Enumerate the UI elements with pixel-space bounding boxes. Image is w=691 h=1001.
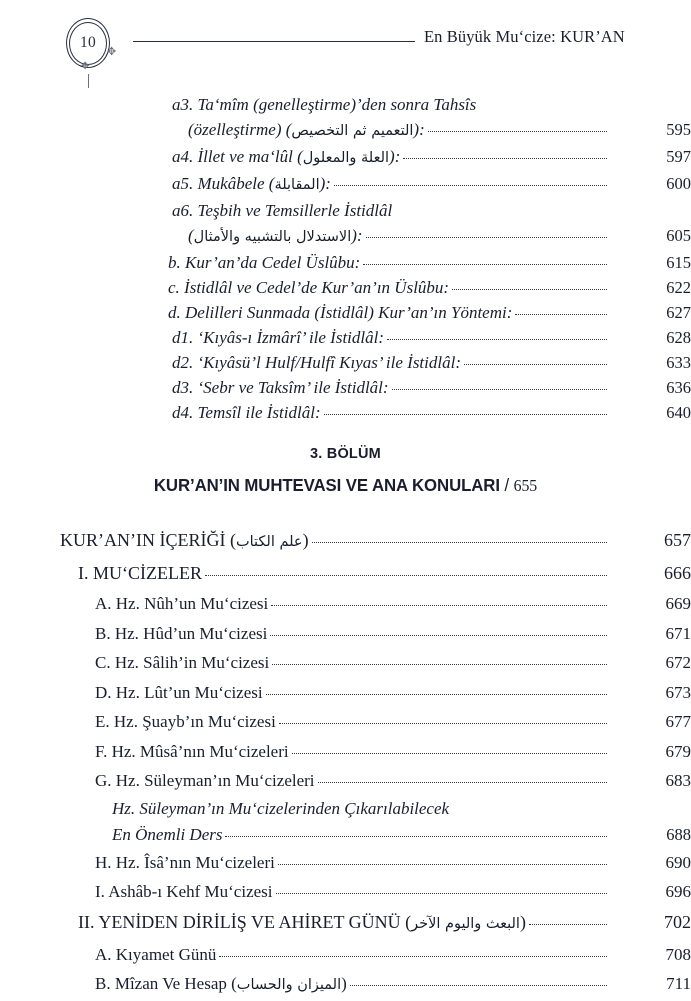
toc-entry-label: a6. Teşbih ve Temsillerle İstidlâl [172, 201, 393, 220]
toc-entry-label: b. Kur’an’da Cedel Üslûbu: [168, 253, 361, 272]
toc-leader-dots [515, 314, 607, 315]
chapter-title [14, 475, 677, 496]
toc-entry-label: I. MU‘CİZELER [78, 563, 202, 583]
toc-entry-label-latin: ( [188, 226, 194, 245]
toc-leader-dots [312, 542, 607, 543]
chapter-title-text: KUR’AN’IN MUHTEVASI VE ANA KONULARI [153, 475, 500, 495]
toc-entry-label [172, 144, 400, 171]
toc-entry-page-number: 683 [665, 771, 691, 790]
toc-entry-label: A. Hz. Nûh’un Mu‘cizesi [95, 594, 269, 613]
toc-entry-page-number: 669 [665, 594, 691, 613]
toc-entry-label: d4. Temsîl ile İstidlâl: [172, 403, 321, 422]
toc-entry-label: d3. ‘Sebr ve Taksîm’ ile İstidlâl: [172, 378, 389, 397]
toc-entry[interactable] [95, 766, 691, 796]
toc-entry-label: B. Hz. Hûd’un Mu‘cizesi [95, 623, 268, 643]
toc-entry-label-latin: a4. İllet ve ma‘lûl ( [172, 147, 303, 166]
toc-entry-label-arabic: الميزان والحساب [236, 977, 342, 993]
toc-entry-label: d2. ‘Kıyâsü’l Hulf/Hulfî Kıyas’ ile İstidlâl: [172, 353, 461, 372]
toc-entry-label-arabic: العلة والمعلول [302, 150, 390, 166]
toc-entry-page-number: 636 [666, 378, 691, 397]
table-of-contents [0, 92, 691, 1001]
toc-entry[interactable] [112, 822, 691, 848]
toc-entry-label: I. Ashâb-ı Kehf Mu‘cizesi [95, 882, 273, 901]
toc-leader-dots [292, 753, 607, 754]
toc-leader-dots [205, 575, 607, 576]
toc-entry-page-number: 673 [665, 682, 691, 702]
toc-entry[interactable] [172, 92, 691, 117]
toc-entry[interactable] [95, 707, 691, 737]
page-number: 10 [79, 34, 97, 51]
toc-entry-page-number: 671 [665, 623, 691, 643]
toc-entry-label: D. Hz. Lût’un Mu‘cizesi [95, 682, 263, 702]
toc-entry[interactable] [95, 940, 691, 970]
toc-entry-label: E. Hz. Şuayb’ın Mu‘cizesi [95, 712, 276, 731]
toc-entry-page-number: 679 [665, 741, 691, 761]
toc-entry-page-number: 690 [665, 852, 691, 872]
toc-entry-page-number: 627 [666, 303, 691, 322]
toc-entry-page-number: 677 [665, 712, 691, 731]
toc-entry[interactable] [168, 250, 691, 275]
toc-entry-label: d1. ‘Kıyâs-ı İzmârî’ ile İstidlâl: [172, 328, 385, 347]
toc-leader-dots [278, 864, 607, 865]
toc-entry-label [60, 525, 309, 558]
toc-section-chapter2-continued [0, 92, 691, 425]
toc-entry-page-number: 672 [665, 653, 691, 672]
toc-entry-label-arabic: المقابلة [274, 177, 320, 193]
toc-entry[interactable] [172, 325, 691, 350]
toc-leader-dots [279, 723, 607, 724]
toc-entry-label-suffix: ) [519, 911, 526, 932]
toc-entry[interactable] [172, 144, 691, 171]
toc-entry[interactable] [172, 171, 691, 198]
toc-leader-dots [452, 289, 607, 290]
toc-entry-label [78, 907, 526, 940]
toc-entry[interactable] [95, 877, 691, 907]
toc-entry[interactable] [78, 907, 691, 940]
toc-entry[interactable] [188, 223, 691, 250]
toc-leader-dots [334, 185, 607, 186]
toc-entry-label [172, 171, 331, 198]
toc-entry[interactable] [95, 848, 691, 878]
toc-entry[interactable] [168, 275, 691, 300]
toc-entry[interactable] [95, 969, 691, 1001]
toc-leader-dots [464, 364, 607, 365]
toc-entry-page-number: 640 [666, 403, 691, 422]
toc-entry-label: H. Hz. Îsâ’nın Mu‘cizeleri [95, 852, 275, 872]
toc-entry-label [95, 969, 347, 1001]
toc-entry[interactable] [95, 648, 691, 678]
toc-entry-page-number: 666 [664, 563, 691, 583]
toc-leader-dots [403, 158, 607, 159]
toc-entry-label-arabic: البعث واليوم الآخر [411, 915, 520, 932]
toc-section-chapter3 [0, 525, 691, 1001]
chapter-start-page: 655 [513, 476, 538, 495]
toc-entry-page-number: 597 [666, 147, 691, 166]
toc-entry-label-suffix: ): [413, 120, 425, 139]
toc-entry-label-suffix: ): [389, 147, 401, 166]
toc-entry-page-number: 711 [666, 974, 691, 993]
toc-entry-label: G. Hz. Süleyman’ın Mu‘cizeleri [95, 771, 315, 790]
header-divider [133, 41, 415, 42]
toc-entry-label: En Önemli Ders [112, 824, 223, 844]
toc-entry-page-number: 600 [666, 174, 691, 193]
toc-entry-label-latin: II. YENİDEN DİRİLİŞ VE AHİRET GÜNÜ ( [78, 911, 412, 932]
toc-leader-dots [270, 635, 607, 636]
toc-entry-page-number: 628 [666, 328, 691, 347]
toc-entry-label-latin: a5. Mukâbele ( [172, 174, 275, 193]
toc-entry[interactable] [78, 558, 691, 589]
toc-entry-label-arabic: التعميم ثم التخصيص [291, 123, 414, 139]
toc-entry-label [188, 117, 425, 144]
toc-entry[interactable] [95, 678, 691, 708]
toc-entry-label: A. Kıyamet Günü [95, 944, 217, 964]
folio-ornament-badge [66, 18, 117, 72]
toc-leader-dots [271, 605, 607, 606]
ornament-stem-icon [88, 74, 89, 88]
toc-entry-label-suffix: ) [302, 530, 309, 550]
toc-entry-label-latin: B. Mîzan Ve Hesap ( [95, 974, 237, 993]
toc-leader-dots [363, 264, 607, 265]
chapter-kicker: 3. BÖLÜM [310, 446, 381, 462]
toc-entry[interactable] [95, 737, 691, 767]
toc-leader-dots [387, 339, 607, 340]
toc-entry[interactable] [112, 796, 691, 822]
toc-leader-dots [392, 389, 607, 390]
toc-leader-dots [324, 414, 607, 415]
toc-entry-page-number: 688 [666, 824, 691, 844]
toc-leader-dots [266, 694, 607, 695]
toc-entry-label: C. Hz. Sâlih’in Mu‘cizesi [95, 653, 270, 672]
toc-entry-page-number: 708 [665, 944, 691, 964]
toc-entry[interactable] [60, 525, 691, 558]
toc-entry-page-number: 595 [666, 120, 691, 139]
toc-entry-label [188, 223, 363, 250]
toc-leader-dots [272, 664, 607, 665]
toc-entry-page-number: 633 [666, 353, 691, 372]
toc-entry[interactable] [172, 400, 691, 425]
toc-entry-label: a3. Ta‘mîm (genelleştirme)’den sonra Tahsîs [172, 95, 477, 114]
toc-entry-page-number: 622 [666, 278, 691, 297]
toc-entry-page-number: 702 [664, 911, 691, 932]
toc-leader-dots [225, 836, 607, 837]
toc-entry-page-number: 657 [664, 530, 691, 550]
toc-entry[interactable] [172, 198, 691, 223]
toc-entry[interactable] [95, 619, 691, 649]
toc-leader-dots [529, 924, 607, 925]
toc-entry-page-number: 605 [666, 226, 691, 245]
toc-entry[interactable] [95, 589, 691, 619]
toc-leader-dots [219, 956, 607, 957]
toc-entry-page-number: 615 [666, 253, 691, 272]
toc-entry-label-arabic: الاستدلال بالتشبيه والأمثال [193, 229, 352, 245]
toc-entry[interactable] [168, 300, 691, 325]
toc-entry[interactable] [188, 117, 691, 144]
toc-entry[interactable] [172, 350, 691, 375]
toc-leader-dots [366, 237, 607, 238]
toc-entry-page-number: 696 [665, 882, 691, 901]
toc-entry-label-latin: (özelleştirme) ( [188, 120, 292, 139]
toc-leader-dots [276, 893, 607, 894]
toc-leader-dots [350, 985, 607, 986]
toc-entry-label: F. Hz. Mûsâ’nın Mu‘cizeleri [95, 741, 289, 761]
toc-leader-dots [318, 782, 607, 783]
diamond-ornament-right-icon: ✥ [107, 45, 117, 58]
toc-entry-label: c. İstidlâl ve Cedel’de Kur’an’ın Üslûbu: [168, 278, 450, 297]
toc-entry-label: Hz. Süleyman’ın Mu‘cizelerinden Çıkarılabilecek [112, 798, 450, 818]
diamond-ornament-bottom-icon: ✥ [81, 61, 90, 72]
page-header [0, 0, 691, 92]
running-header-title: En Büyük Mu‘cize: KUR’AN [424, 27, 625, 46]
chapter-heading-block [0, 446, 691, 496]
chapter-title-separator: / [504, 475, 510, 495]
toc-leader-dots [428, 131, 607, 132]
toc-entry-label-suffix: ): [351, 226, 363, 245]
toc-entry-label: d. Delilleri Sunmada (İstidlâl) Kur’an’ın Yöntemi: [168, 303, 513, 322]
toc-entry-label-suffix: ): [319, 174, 331, 193]
toc-entry-label-suffix: ) [341, 974, 347, 993]
toc-entry-label-latin: KUR’AN’IN İÇERİĞİ ( [60, 530, 236, 550]
toc-entry[interactable] [172, 375, 691, 400]
toc-entry-label-arabic: علم الكتاب [235, 534, 303, 550]
